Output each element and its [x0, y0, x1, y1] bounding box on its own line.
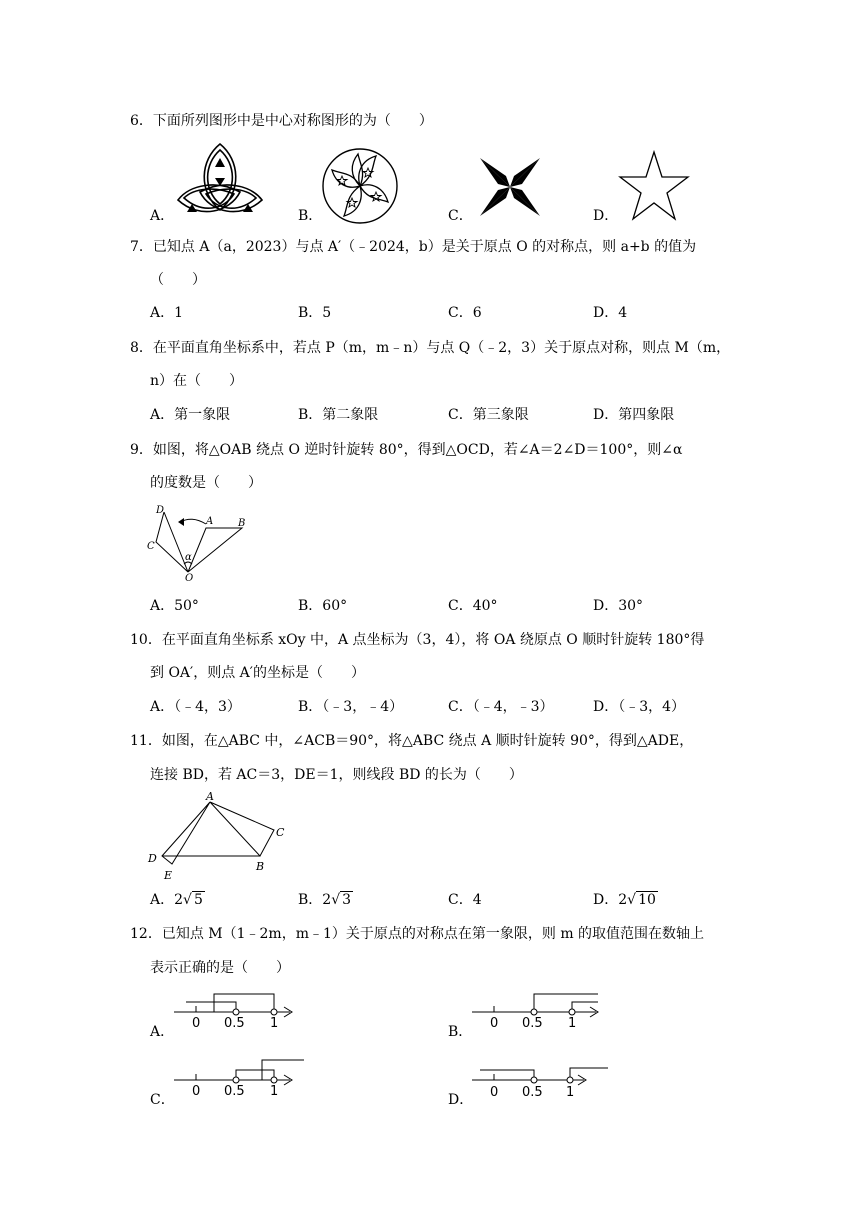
q10-option-b: B．（﹣3，﹣4）: [298, 699, 404, 715]
q7-option-c: C．6: [448, 305, 482, 321]
q11-option-d: [593, 890, 658, 910]
q11-option-c-prefix: C．4: [448, 892, 482, 908]
q11-label-a: A: [206, 790, 214, 803]
q11-option-b-prefix: B．2: [298, 892, 332, 908]
q6-option-a: A．: [150, 208, 175, 224]
q11-option-a-radicand: 5: [193, 892, 203, 908]
q9-stem-line1: 9．如图，将△OAB 绕点 O 逆时针旋转 80°，得到△OCD，若∠A＝2∠D＝100°，则∠α: [130, 442, 683, 458]
bauhinia-flower-icon: [320, 146, 400, 226]
q12-c-tick-1: 1: [270, 1084, 279, 1099]
q7-option-d: D．4: [593, 305, 628, 321]
q9-rotation-figure: [144, 504, 256, 584]
q11-stem-line2: 连接 BD，若 AC＝3，DE＝1，则线段 BD 的长为（ ）: [150, 767, 523, 783]
sqrt-icon: √: [627, 892, 637, 908]
q11-label-d: D: [148, 852, 157, 865]
q7-option-a: A．1: [150, 305, 184, 321]
q7-stem-line2: （ ）: [150, 272, 206, 288]
q8-option-a: A．第一象限: [150, 407, 231, 423]
q10-stem-line2: 到 OA′，则点 A′的坐标是（ ）: [150, 665, 365, 681]
q11-option-c: [448, 890, 482, 910]
q12-option-a: A．: [150, 1024, 175, 1040]
q12-option-d: D．: [448, 1092, 474, 1108]
q9-label-c: C: [147, 541, 155, 552]
q12-a-tick-1: 1: [270, 1016, 279, 1031]
triquetra-icon: [170, 140, 270, 222]
q9-option-d: D．30°: [593, 598, 644, 614]
q6-stem: 6．下面所列图形中是中心对称图形的为（ ）: [130, 113, 433, 129]
q11-option-a: [150, 890, 205, 910]
q12-stem-line1: 12．已知点 M（1﹣2m，m﹣1）关于原点的对称点在第一象限，则 m 的取值范围在数轴上: [130, 926, 705, 942]
q12-c-tick-05: 0.5: [224, 1084, 245, 1099]
q10-option-d: D．（﹣3，4）: [593, 699, 686, 715]
q11-option-b: [298, 890, 353, 910]
q8-stem-line2: n）在（ ）: [150, 373, 244, 389]
q9-label-b: B: [238, 518, 246, 529]
q9-option-a: A．50°: [150, 598, 199, 614]
q12-stem-line2: 表示正确的是（ ）: [150, 960, 290, 976]
q9-stem-line2: 的度数是（ ）: [150, 475, 262, 491]
q6-option-b: B．: [298, 208, 323, 224]
q12-d-tick-1: 1: [566, 1085, 575, 1100]
q8-option-d: D．第四象限: [593, 407, 675, 423]
q12-option-b: B．: [448, 1024, 473, 1040]
q11-option-d-prefix: D．2: [593, 892, 628, 908]
q12-b-tick-05: 0.5: [522, 1016, 543, 1031]
q12-numberline-b: [472, 990, 602, 1032]
q12-c-tick-0: 0: [192, 1084, 201, 1099]
q6-option-c: C．: [448, 208, 473, 224]
sqrt-icon: √: [183, 892, 192, 908]
q11-option-d-radicand: 10: [638, 892, 656, 908]
q11-option-a-prefix: A．2: [150, 892, 184, 908]
q12-numberline-c: [174, 1056, 308, 1100]
q11-option-b-radicand: 3: [342, 892, 352, 908]
q10-option-a: A．（﹣4，3）: [150, 699, 241, 715]
q9-label-a: A: [206, 516, 214, 527]
q12-numberline-a: [174, 990, 304, 1032]
star-icon: [618, 150, 690, 222]
four-petal-icon: [476, 154, 544, 220]
q11-label-c: C: [276, 826, 285, 839]
q11-stem-line1: 11．如图，在△ABC 中，∠ACB＝90°，将△ABC 绕点 A 顺时针旋转 90°，得到△ADE，: [130, 733, 694, 749]
q9-label-alpha: α: [185, 552, 192, 563]
q9-option-b: B．60°: [298, 598, 348, 614]
q12-option-c: C．: [150, 1092, 175, 1108]
sqrt-icon: √: [331, 892, 341, 908]
q8-option-b: B．第二象限: [298, 407, 379, 423]
q6-option-d: D．: [593, 208, 619, 224]
q7-stem-line1: 7．已知点 A（a，2023）与点 A′（﹣2024，b）是关于原点 O 的对称点，则 a+b 的值为: [130, 239, 697, 255]
q10-stem-line1: 10．在平面直角坐标系 xOy 中，A 点坐标为（3，4），将 OA 绕原点 O 顺时针旋转 180°得: [130, 632, 705, 648]
q9-label-o: O: [185, 573, 194, 584]
q12-a-tick-05: 0.5: [224, 1016, 245, 1031]
q8-option-c: C．第三象限: [448, 407, 529, 423]
q7-option-b: B．5: [298, 305, 332, 321]
q11-label-b: B: [256, 860, 265, 873]
q12-numberline-d: [472, 1060, 612, 1102]
q12-a-tick-0: 0: [192, 1016, 201, 1031]
q9-option-c: C．40°: [448, 598, 498, 614]
q8-stem-line1: 8．在平面直角坐标系中，若点 P（m，m﹣n）与点 Q（﹣2，3）关于原点对称，则点 M（m，: [130, 340, 731, 356]
q12-b-tick-0: 0: [490, 1016, 499, 1031]
q12-d-tick-05: 0.5: [522, 1085, 543, 1100]
q12-b-tick-1: 1: [568, 1016, 577, 1031]
q12-d-tick-0: 0: [490, 1085, 499, 1100]
q11-label-e: E: [164, 869, 173, 882]
q10-option-c: C．（﹣4，﹣3）: [448, 699, 554, 715]
q11-triangle-figure: [144, 790, 294, 882]
q9-label-d: D: [156, 505, 165, 516]
